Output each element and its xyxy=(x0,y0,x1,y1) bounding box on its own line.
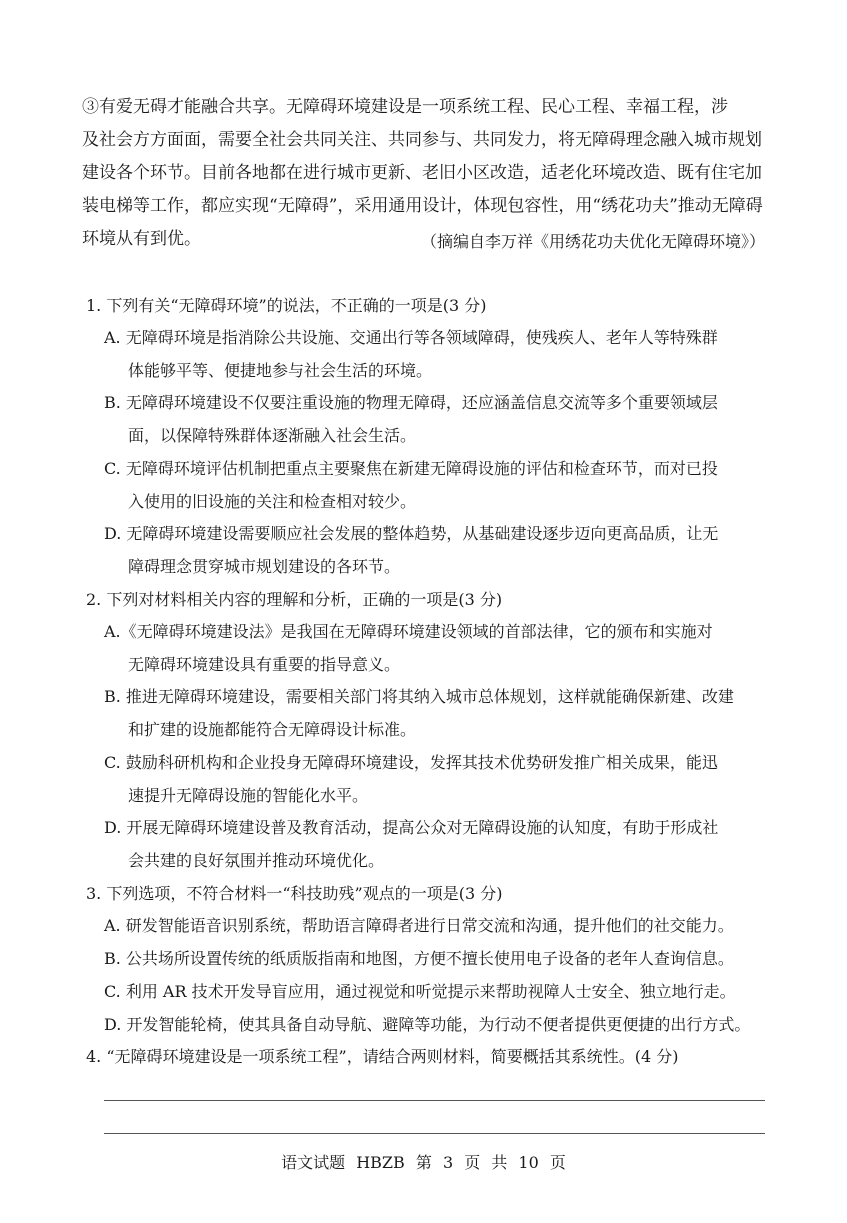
question-3-option-d: D. 开发智能轮椅，使其具备自动导航、避障等功能，为行动不便者提供更便捷的出行方式。 xyxy=(104,1015,751,1034)
question-3-option-c: C. 利用 AR 技术开发导盲应用，通过视觉和听觉提示来帮助视障人士安全、独立地行走。 xyxy=(104,982,736,1001)
footer-page-number: 第 3 页 xyxy=(415,1153,481,1172)
question-2-option-d: D. 开展无障碍环境建设普及教育活动，提高公众对无障碍设施的认知度，有助于形成社 xyxy=(104,818,719,837)
question-1-option-b: B. 无障碍环境建设不仅要注重设施的物理无障碍，还应涵盖信息交流等多个重要领域层 xyxy=(104,393,718,412)
footer-code: HBZB xyxy=(356,1153,405,1172)
question-3-option-a: A. 研发智能语音识别系统，帮助语言障碍者进行日常交流和沟通，提升他们的社交能力。 xyxy=(104,916,734,935)
answer-line[interactable] xyxy=(104,1133,765,1134)
passage-source: （摘编自李万祥《用绣花功夫优化无障碍环境》） xyxy=(420,232,765,251)
question-2-option-c: C. 鼓励科研机构和企业投身无障碍环境建设，发挥其技术优势研发推广相关成果，能迅 xyxy=(104,753,718,772)
question-1-stem: 1. 下列有关“无障碍环境”的说法，不正确的一项是(3 分) xyxy=(86,296,487,315)
question-2-option-b-cont: 和扩建的设施都能符合无障碍设计标准。 xyxy=(128,720,417,739)
question-1-option-a-cont: 体能够平等、便捷地参与社会生活的环境。 xyxy=(128,361,433,380)
footer-subject: 语文试题 xyxy=(281,1153,346,1172)
question-1-option-d-cont: 障碍理念贯穿城市规划建设的各环节。 xyxy=(128,557,401,576)
question-1-option-a: A. 无障碍环境是指消除公共设施、交通出行等各领域障碍，使残疾人、老年人等特殊群 xyxy=(104,328,718,347)
answer-line[interactable] xyxy=(104,1100,765,1101)
question-3-option-b: B. 公共场所设置传统的纸质版指南和地图，方便不擅长使用电子设备的老年人查询信息。 xyxy=(104,949,734,968)
question-1-option-c: C. 无障碍环境评估机制把重点主要聚焦在新建无障碍设施的评估和检查环节，而对已投 xyxy=(104,459,718,478)
question-2-option-d-cont: 会共建的良好氛围并推动环境优化。 xyxy=(128,851,385,870)
passage-line: ③有爱无碍才能融合共享。无障碍环境建设是一项系统工程、民心工程、幸福工程，涉 xyxy=(82,97,728,117)
page-footer xyxy=(0,1148,847,1178)
passage-line: 环境从有到优。 xyxy=(82,229,201,249)
question-1-option-c-cont: 入使用的旧设施的关注和检查相对较少。 xyxy=(128,492,417,511)
question-2-option-a-cont: 无障碍环境建设具有重要的指导意义。 xyxy=(128,655,401,674)
question-4-stem: 4. “无障碍环境建设是一项系统工程”，请结合两则材料，简要概括其系统性。(4 分) xyxy=(86,1047,679,1066)
question-1-option-b-cont: 面，以保障特殊群体逐渐融入社会生活。 xyxy=(128,426,417,445)
question-2-stem: 2. 下列对材料相关内容的理解和分析，正确的一项是(3 分) xyxy=(86,590,503,609)
passage-line: 建设各个环节。目前各地都在进行城市更新、老旧小区改造，适老化环境改造、既有住宅加 xyxy=(82,163,762,183)
question-2-option-c-cont: 速提升无障碍设施的智能化水平。 xyxy=(128,786,369,805)
footer-total-pages: 共 10 页 xyxy=(491,1153,566,1172)
question-2-option-a: A.《无障碍环境建设法》是我国在无障碍环境建设领域的首部法律，它的颁布和实施对 xyxy=(104,622,713,641)
passage-line: 装电梯等工作，都应实现“无障碍”，采用通用设计，体现包容性，用“绣花功夫”推动无障碍 xyxy=(82,196,763,216)
question-1-option-d: D. 无障碍环境建设需要顺应社会发展的整体趋势，从基础建设逐步迈向更高品质，让无 xyxy=(104,524,719,543)
question-2-option-b: B. 推进无障碍环境建设，需要相关部门将其纳入城市总体规划，这样就能确保新建、改建 xyxy=(104,687,734,706)
passage-line: 及社会方方面面，需要全社会共同关注、共同参与、共同发力，将无障碍理念融入城市规划 xyxy=(82,130,762,150)
question-3-stem: 3. 下列选项，不符合材料一“科技助残”观点的一项是(3 分) xyxy=(86,884,503,903)
